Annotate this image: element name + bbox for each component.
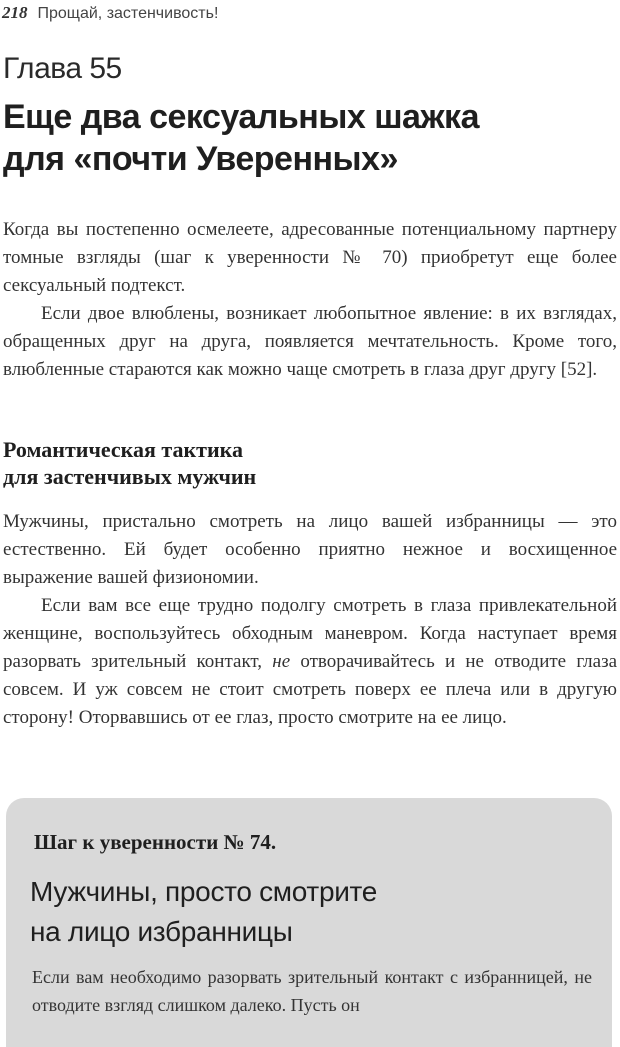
tip-label: Шаг к уверенности № 74.	[34, 830, 277, 854]
paragraph	[3, 592, 617, 732]
chapter-label: Глава 55	[3, 52, 122, 85]
section-text	[3, 508, 617, 732]
tip-title	[30, 872, 600, 952]
chapter-title-line: для «почти Уверенных»	[3, 140, 398, 178]
running-title: Прощай, застенчивость!	[37, 5, 219, 22]
tip-title-line: на лицо избранницы	[30, 916, 293, 947]
paragraph-text: отворачивайтесь и не отводите глаза совсем. И уж совсем не стоит смотреть поверх ее плеча или в другую сторону! Оторвавшись от ее глаз, просто смотрите на ее лицо.	[3, 651, 618, 728]
section-heading-line: для застенчивых мужчин	[3, 464, 257, 489]
tip-box	[6, 798, 612, 1047]
emphasis: не	[272, 651, 291, 672]
running-head	[2, 3, 218, 23]
tip-text: Если вам необходимо разорвать зрительный контакт с избранницей, не отводите взгляд слишком далеко. Пусть он	[32, 967, 592, 1015]
paragraph: Если двое влюблены, возникает любопытное явление: в их взглядах, обращенных друг на друга, появляется мечтательность. Кроме того, влюбленные стараются как можно чаще смотреть в глаза друг другу [52].	[3, 303, 617, 380]
page-number: 218	[2, 3, 28, 22]
tip-title-line: Мужчины, просто смотрите	[30, 876, 378, 907]
chapter-title-line: Еще два сексуальных шажка	[3, 98, 479, 136]
section-heading-line: Романтическая тактика	[3, 437, 243, 462]
paragraph: Мужчины, пристально смотреть на лицо вашей избранницы — это естественно. Ей будет особенно приятно нежное и восхищенное выражение вашей физиономии.	[3, 511, 617, 588]
section-heading	[3, 436, 617, 490]
intro-text	[3, 216, 617, 384]
paragraph-text: Если вам все еще трудно подолгу смотреть в глаза привлекательной женщине, воспользуйтесь обходным маневром. Когда наступает время разорвать зрительный контакт,	[3, 595, 617, 672]
chapter-title	[3, 96, 615, 180]
paragraph: Когда вы постепенно осмелеете, адресованные потенциальному партнеру томные взгляды (шаг к уверенности № 70) приобретут еще более сексуальный подтекст.	[3, 219, 617, 296]
